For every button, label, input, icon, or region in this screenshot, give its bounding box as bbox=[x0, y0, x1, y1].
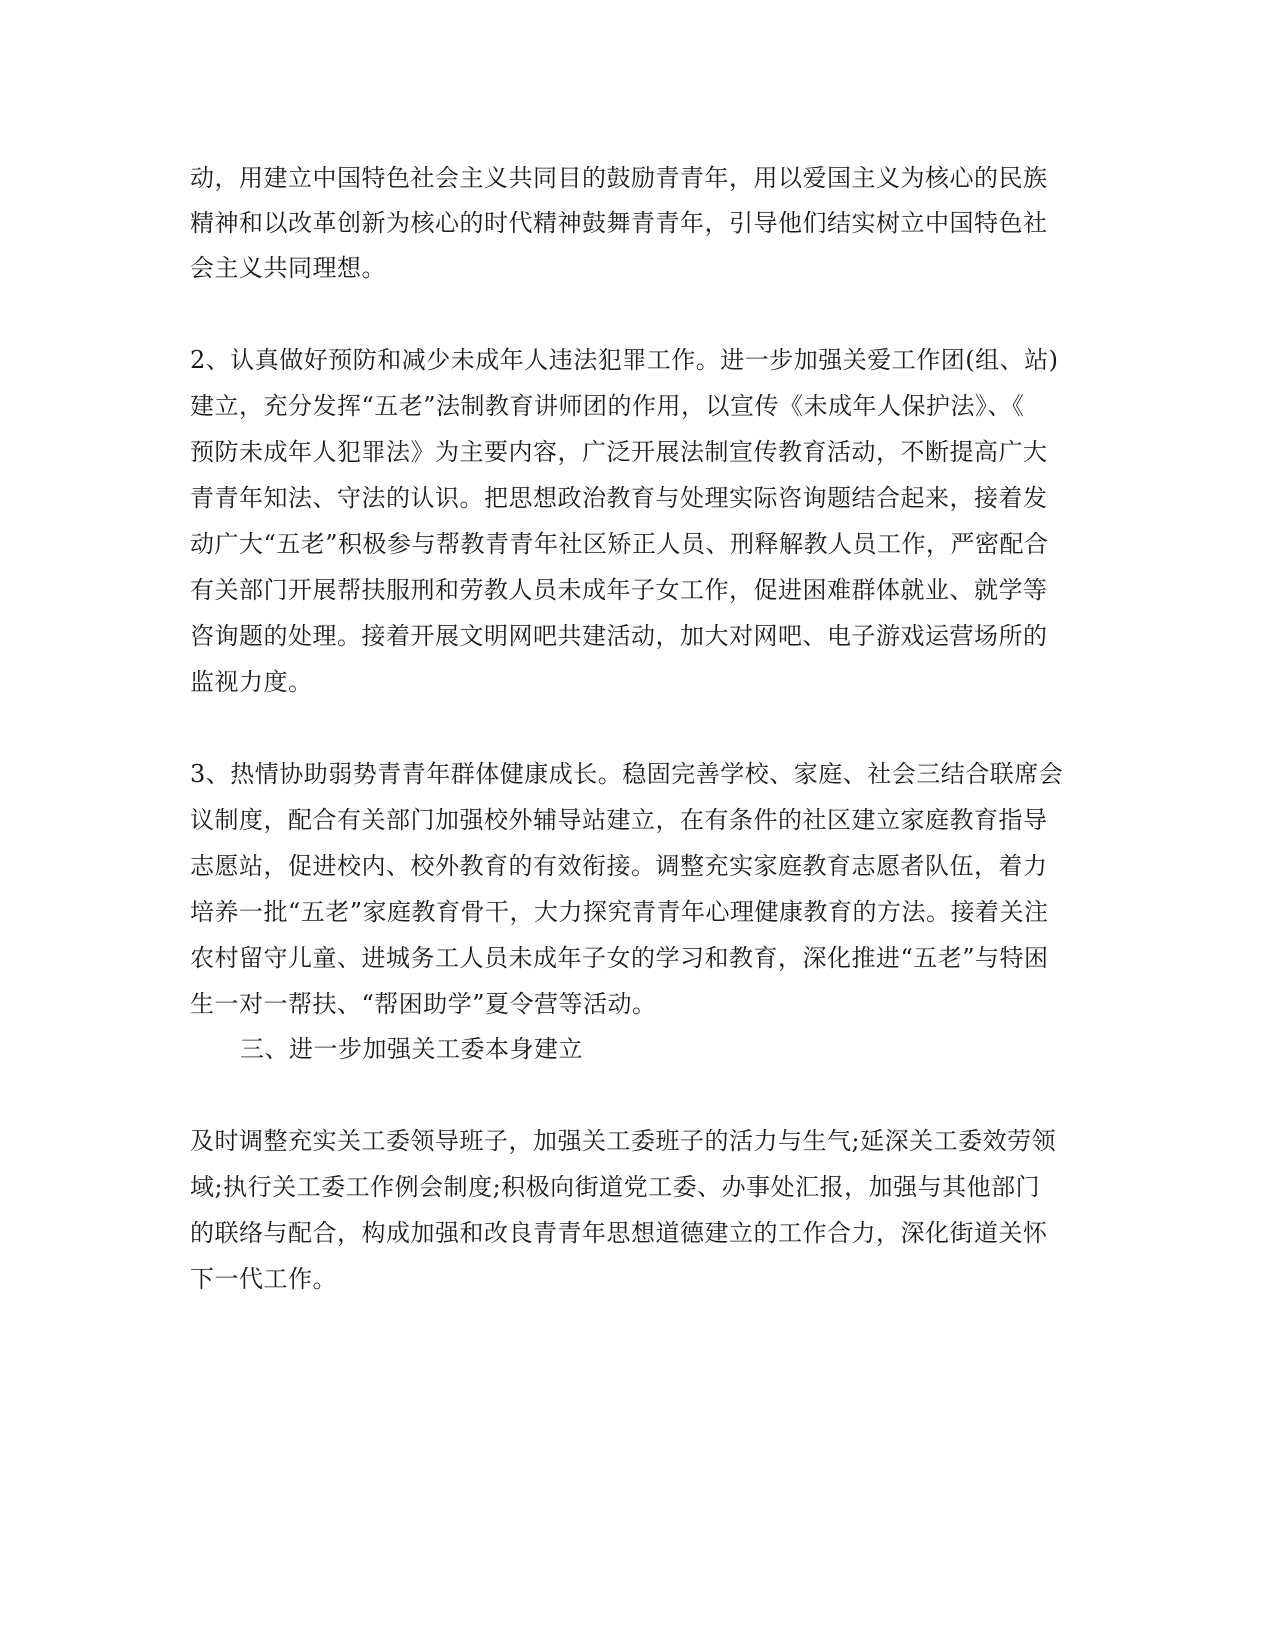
paragraph-4-line: 及时调整充实关工委领导班子，加强关工委班子的活力与生气;延深关工委效劳领 bbox=[190, 1127, 1057, 1155]
paragraph-4-line: 下一代工作。 bbox=[190, 1265, 337, 1293]
paragraph-1-line: 会主义共同理想。 bbox=[190, 254, 386, 282]
paragraph-3-line: 议制度，配合有关部门加强校外辅导站建立，在有条件的社区建立家庭教育指导 bbox=[190, 806, 1048, 834]
paragraph-2-line: 青青年知法、守法的认识。把思想政治教育与处理实际咨询题结合起来，接着发 bbox=[190, 484, 1048, 512]
paragraph-3-line: 志愿站，促进校内、校外教育的有效衔接。调整充实家庭教育志愿者队伍，着力 bbox=[190, 852, 1048, 880]
paragraph-3-line: 培养一批“五老”家庭教育骨干，大力探究青青年心理健康教育的方法。接着关注 bbox=[190, 898, 1049, 926]
paragraph-3-line: 生一对一帮扶、“帮困助学”夏令营等活动。 bbox=[190, 990, 657, 1018]
paragraph-2-line: 监视力度。 bbox=[190, 668, 313, 696]
paragraph-4-line: 域;执行关工委工作例会制度;积极向街道党工委、办事处汇报，加强与其他部门 bbox=[190, 1173, 1041, 1201]
paragraph-2-line: 咨询题的处理。接着开展文明网吧共建活动，加大对网吧、电子游戏运营场所的 bbox=[190, 622, 1048, 650]
paragraph-2-line: 2、认真做好预防和减少未成年人违法犯罪工作。进一步加强关爱工作团(组、站) bbox=[190, 346, 1059, 374]
paragraph-1-line: 动，用建立中国特色社会主义共同目的鼓励青青年，用以爱国主义为核心的民族 bbox=[190, 164, 1048, 192]
paragraph-2-line: 动广大“五老”积极参与帮教青青年社区矫正人员、刑释解教人员工作，严密配合 bbox=[190, 530, 1049, 558]
paragraph-4-line: 的联络与配合，构成加强和改良青青年思想道德建立的工作合力，深化街道关怀 bbox=[190, 1219, 1048, 1247]
paragraph-3-line: 农村留守儿童、进城务工人员未成年子女的学习和教育，深化推进“五老”与特困 bbox=[190, 944, 1049, 972]
paragraph-3-line: 3、热情协助弱势青青年群体健康成长。稳固完善学校、家庭、社会三结合联席会 bbox=[190, 760, 1064, 788]
paragraph-2-line: 预防未成年人犯罪法》为主要内容，广泛开展法制宣传教育活动，不断提高广大 bbox=[190, 438, 1048, 466]
paragraph-2-line: 建立，充分发挥“五老”法制教育讲师团的作用，以宣传《未成年人保护法》、《 bbox=[190, 392, 1025, 420]
paragraph-1-line: 精神和以改革创新为核心的时代精神鼓舞青青年，引导他们结实树立中国特色社 bbox=[190, 209, 1048, 237]
paragraph-2-line: 有关部门开展帮扶服刑和劳教人员未成年子女工作，促进困难群体就业、就学等 bbox=[190, 576, 1048, 604]
section-heading: 三、进一步加强关工委本身建立 bbox=[240, 1035, 583, 1063]
